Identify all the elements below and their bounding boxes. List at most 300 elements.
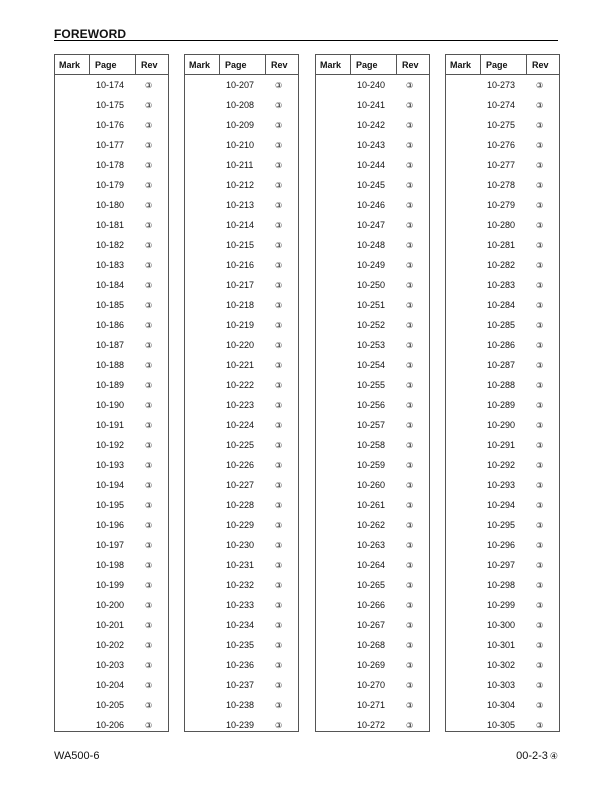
rev-cell: ③ xyxy=(406,460,414,470)
rev-cell: ③ xyxy=(536,420,544,430)
rev-cell: ③ xyxy=(145,100,153,110)
page-cell: 10-200 xyxy=(96,600,125,610)
table-row xyxy=(185,595,298,615)
page-cell: 10-191 xyxy=(96,420,125,430)
table-row xyxy=(316,575,429,595)
page-cell: 10-229 xyxy=(226,520,255,530)
table-row xyxy=(185,195,298,215)
rev-cell: ③ xyxy=(406,260,414,270)
rev-cell: ③ xyxy=(145,460,153,470)
rev-cell: ③ xyxy=(406,440,414,450)
rev-cell: ③ xyxy=(145,400,153,410)
rev-cell: ③ xyxy=(275,540,283,550)
page-cell: 10-206 xyxy=(96,720,125,730)
table-row xyxy=(446,95,559,115)
table-row xyxy=(316,435,429,455)
page-cell: 10-176 xyxy=(96,120,125,130)
page-cell: 10-230 xyxy=(226,540,255,550)
table-row xyxy=(55,95,168,115)
table-row xyxy=(55,455,168,475)
rev-cell: ③ xyxy=(275,320,283,330)
table-row xyxy=(55,715,168,735)
table-row xyxy=(55,295,168,315)
rev-cell: ③ xyxy=(275,260,283,270)
rev-cell: ③ xyxy=(406,400,414,410)
rev-cell: ③ xyxy=(145,700,153,710)
rev-cell: ③ xyxy=(406,100,414,110)
page-cell: 10-244 xyxy=(357,160,386,170)
table-header xyxy=(185,55,298,75)
table-row xyxy=(446,275,559,295)
table-row xyxy=(185,675,298,695)
rev-cell: ③ xyxy=(406,560,414,570)
page-cell: 10-198 xyxy=(96,560,125,570)
table-row xyxy=(446,675,559,695)
table-row xyxy=(316,255,429,275)
page-cell: 10-175 xyxy=(96,100,125,110)
table-row xyxy=(316,195,429,215)
rev-cell: ③ xyxy=(145,500,153,510)
rev-cell: ③ xyxy=(145,200,153,210)
rev-cell: ③ xyxy=(145,640,153,650)
rev-cell: ③ xyxy=(536,120,544,130)
table-row xyxy=(185,275,298,295)
table-row xyxy=(55,75,168,95)
page-cell: 10-236 xyxy=(226,660,255,670)
table-row xyxy=(446,515,559,535)
page-cell: 10-212 xyxy=(226,180,255,190)
table-row xyxy=(446,155,559,175)
table-row xyxy=(446,235,559,255)
table-row xyxy=(185,715,298,735)
table-row xyxy=(446,395,559,415)
table-row xyxy=(55,135,168,155)
rev-cell: ③ xyxy=(536,100,544,110)
page-cell: 10-238 xyxy=(226,700,255,710)
rev-cell: ③ xyxy=(406,140,414,150)
table-row xyxy=(446,335,559,355)
table-row xyxy=(316,335,429,355)
page-cell: 10-257 xyxy=(357,420,386,430)
table-row xyxy=(185,335,298,355)
table-row xyxy=(446,255,559,275)
rev-cell: ③ xyxy=(406,480,414,490)
table-row xyxy=(446,595,559,615)
page-cell: 10-195 xyxy=(96,500,125,510)
table-row xyxy=(446,715,559,735)
rev-cell: ③ xyxy=(536,480,544,490)
page-cell: 10-241 xyxy=(357,100,386,110)
table-row xyxy=(185,75,298,95)
mark-header: Mark xyxy=(185,55,220,74)
table-row xyxy=(55,435,168,455)
table-row xyxy=(316,675,429,695)
rev-cell: ③ xyxy=(145,340,153,350)
rev-cell: ③ xyxy=(275,160,283,170)
rev-cell: ③ xyxy=(406,160,414,170)
rev-cell: ③ xyxy=(536,300,544,310)
page-cell: 10-203 xyxy=(96,660,125,670)
rev-cell: ③ xyxy=(406,520,414,530)
table-row xyxy=(55,375,168,395)
page-cell: 10-250 xyxy=(357,280,386,290)
table-row xyxy=(446,655,559,675)
table-row xyxy=(185,415,298,435)
page-cell: 10-283 xyxy=(487,280,516,290)
table-row xyxy=(185,355,298,375)
rev-cell: ③ xyxy=(275,420,283,430)
rev-cell: ③ xyxy=(536,140,544,150)
table-row xyxy=(316,155,429,175)
rev-cell: ③ xyxy=(536,440,544,450)
page-cell: 10-246 xyxy=(357,200,386,210)
page-cell: 10-209 xyxy=(226,120,255,130)
rev-cell: ③ xyxy=(275,680,283,690)
table-row xyxy=(316,455,429,475)
rev-cell: ③ xyxy=(145,300,153,310)
footer-model: WA500-6 xyxy=(54,750,100,762)
table-row xyxy=(316,515,429,535)
rev-cell: ③ xyxy=(406,720,414,730)
table-row xyxy=(316,175,429,195)
page-cell: 10-233 xyxy=(226,600,255,610)
mark-header: Mark xyxy=(446,55,481,74)
rev-cell: ③ xyxy=(406,600,414,610)
table-row xyxy=(446,175,559,195)
table-row xyxy=(316,715,429,735)
page-cell: 10-217 xyxy=(226,280,255,290)
page-cell: 10-248 xyxy=(357,240,386,250)
table-row xyxy=(446,215,559,235)
table-row xyxy=(316,235,429,255)
table-row xyxy=(185,655,298,675)
table-row xyxy=(55,535,168,555)
table-row xyxy=(185,375,298,395)
rev-cell: ③ xyxy=(275,280,283,290)
table-row xyxy=(446,555,559,575)
rev-cell: ③ xyxy=(275,700,283,710)
rev-cell: ③ xyxy=(145,560,153,570)
page-cell: 10-297 xyxy=(487,560,516,570)
rev-cell: ③ xyxy=(406,200,414,210)
page-cell: 10-234 xyxy=(226,620,255,630)
page-cell: 10-262 xyxy=(357,520,386,530)
rev-cell: ③ xyxy=(275,100,283,110)
table-row xyxy=(446,475,559,495)
table-row xyxy=(316,295,429,315)
table-row xyxy=(446,115,559,135)
rev-cell: ③ xyxy=(406,80,414,90)
page-cell: 10-288 xyxy=(487,380,516,390)
page-cell: 10-220 xyxy=(226,340,255,350)
rev-cell: ③ xyxy=(275,300,283,310)
table-row xyxy=(55,195,168,215)
rev-cell: ③ xyxy=(275,140,283,150)
table-row xyxy=(316,75,429,95)
table-row xyxy=(316,215,429,235)
page-cell: 10-210 xyxy=(226,140,255,150)
page-cell: 10-174 xyxy=(96,80,125,90)
page-cell: 10-249 xyxy=(357,260,386,270)
page-cell: 10-188 xyxy=(96,360,125,370)
page-cell: 10-179 xyxy=(96,180,125,190)
table-row xyxy=(316,595,429,615)
rev-cell: ③ xyxy=(406,660,414,670)
page-cell: 10-284 xyxy=(487,300,516,310)
page-cell: 10-231 xyxy=(226,560,255,570)
table-row xyxy=(446,415,559,435)
mark-header: Mark xyxy=(55,55,90,74)
revision-table xyxy=(445,54,560,732)
page-cell: 10-267 xyxy=(357,620,386,630)
table-row xyxy=(185,575,298,595)
page-cell: 10-294 xyxy=(487,500,516,510)
rev-cell: ③ xyxy=(145,520,153,530)
page-cell: 10-295 xyxy=(487,520,516,530)
rev-cell: ③ xyxy=(275,340,283,350)
rev-cell: ③ xyxy=(406,240,414,250)
rev-cell: ③ xyxy=(145,160,153,170)
page-cell: 10-291 xyxy=(487,440,516,450)
page-cell: 10-273 xyxy=(487,80,516,90)
rev-cell: ③ xyxy=(536,520,544,530)
table-row xyxy=(55,395,168,415)
page-cell: 10-196 xyxy=(96,520,125,530)
table-row xyxy=(316,635,429,655)
page-cell: 10-303 xyxy=(487,680,516,690)
table-row xyxy=(446,535,559,555)
page-cell: 10-189 xyxy=(96,380,125,390)
rev-cell: ③ xyxy=(145,260,153,270)
table-row xyxy=(185,515,298,535)
table-row xyxy=(185,215,298,235)
rev-cell: ③ xyxy=(406,280,414,290)
page-cell: 10-304 xyxy=(487,700,516,710)
table-row xyxy=(55,495,168,515)
page-cell: 10-190 xyxy=(96,400,125,410)
table-row xyxy=(185,95,298,115)
page-cell: 10-199 xyxy=(96,580,125,590)
rev-cell: ③ xyxy=(406,680,414,690)
page-cell: 10-226 xyxy=(226,460,255,470)
rev-cell: ③ xyxy=(406,120,414,130)
table-row xyxy=(55,155,168,175)
page-cell: 10-290 xyxy=(487,420,516,430)
page-cell: 10-182 xyxy=(96,240,125,250)
page-cell: 10-207 xyxy=(226,80,255,90)
rev-cell: ③ xyxy=(406,380,414,390)
page-header: Page xyxy=(481,55,527,74)
rev-header: Rev xyxy=(532,59,549,70)
rev-cell: ③ xyxy=(406,700,414,710)
table-row xyxy=(185,235,298,255)
rev-cell: ③ xyxy=(145,600,153,610)
page-cell: 10-218 xyxy=(226,300,255,310)
page-cell: 10-245 xyxy=(357,180,386,190)
table-row xyxy=(185,535,298,555)
page-cell: 10-289 xyxy=(487,400,516,410)
revision-table xyxy=(184,54,299,732)
rev-cell: ③ xyxy=(406,320,414,330)
table-row xyxy=(316,135,429,155)
table-row xyxy=(55,175,168,195)
rev-cell: ③ xyxy=(145,360,153,370)
rev-cell: ③ xyxy=(145,440,153,450)
rev-cell: ③ xyxy=(536,720,544,730)
page-cell: 10-305 xyxy=(487,720,516,730)
page-cell: 10-224 xyxy=(226,420,255,430)
table-row xyxy=(316,355,429,375)
table-row xyxy=(185,495,298,515)
page-cell: 10-263 xyxy=(357,540,386,550)
page-cell: 10-276 xyxy=(487,140,516,150)
page-cell: 10-277 xyxy=(487,160,516,170)
rev-cell: ③ xyxy=(536,580,544,590)
page-cell: 10-223 xyxy=(226,400,255,410)
rev-cell: ③ xyxy=(536,380,544,390)
rev-cell: ③ xyxy=(275,720,283,730)
table-row xyxy=(185,115,298,135)
page-cell: 10-258 xyxy=(357,440,386,450)
table-row xyxy=(446,75,559,95)
table-row xyxy=(185,455,298,475)
rev-header: Rev xyxy=(271,59,288,70)
rev-cell: ③ xyxy=(406,300,414,310)
page-cell: 10-256 xyxy=(357,400,386,410)
page-cell: 10-300 xyxy=(487,620,516,630)
table-row xyxy=(316,275,429,295)
rev-cell: ③ xyxy=(406,580,414,590)
rev-cell: ③ xyxy=(275,580,283,590)
page-cell: 10-301 xyxy=(487,640,516,650)
table-row xyxy=(316,615,429,635)
page-cell: 10-187 xyxy=(96,340,125,350)
table-row xyxy=(446,355,559,375)
rev-cell: ③ xyxy=(275,80,283,90)
page-cell: 10-293 xyxy=(487,480,516,490)
rev-cell: ③ xyxy=(536,260,544,270)
rev-cell: ③ xyxy=(145,80,153,90)
revision-table xyxy=(315,54,430,732)
rev-cell: ③ xyxy=(275,560,283,570)
page-cell: 10-214 xyxy=(226,220,255,230)
page-cell: 10-222 xyxy=(226,380,255,390)
page-cell: 10-215 xyxy=(226,240,255,250)
rev-cell: ③ xyxy=(536,540,544,550)
page-cell: 10-271 xyxy=(357,700,386,710)
rev-cell: ③ xyxy=(536,600,544,610)
rev-cell: ③ xyxy=(275,640,283,650)
table-row xyxy=(55,415,168,435)
table-row xyxy=(316,395,429,415)
table-row xyxy=(446,575,559,595)
page-cell: 10-216 xyxy=(226,260,255,270)
table-row xyxy=(316,695,429,715)
page-cell: 10-292 xyxy=(487,460,516,470)
rev-cell: ③ xyxy=(275,480,283,490)
page-cell: 10-219 xyxy=(226,320,255,330)
table-row xyxy=(446,435,559,455)
rev-cell: ③ xyxy=(275,380,283,390)
page-cell: 10-278 xyxy=(487,180,516,190)
rev-cell: ③ xyxy=(275,660,283,670)
table-row xyxy=(55,555,168,575)
mark-header: Mark xyxy=(316,55,351,74)
table-row xyxy=(446,495,559,515)
page-cell: 10-285 xyxy=(487,320,516,330)
rev-cell: ③ xyxy=(275,200,283,210)
rev-cell: ③ xyxy=(145,580,153,590)
page-cell: 10-239 xyxy=(226,720,255,730)
page-cell: 10-260 xyxy=(357,480,386,490)
table-row xyxy=(316,475,429,495)
table-row xyxy=(55,695,168,715)
table-row xyxy=(55,315,168,335)
page-cell: 10-228 xyxy=(226,500,255,510)
page-cell: 10-274 xyxy=(487,100,516,110)
rev-cell: ③ xyxy=(145,540,153,550)
page-cell: 10-287 xyxy=(487,360,516,370)
page-header: Page xyxy=(220,55,266,74)
table-row xyxy=(316,495,429,515)
page-cell: 10-186 xyxy=(96,320,125,330)
rev-cell: ③ xyxy=(536,700,544,710)
page-cell: 10-286 xyxy=(487,340,516,350)
rev-cell: ③ xyxy=(536,360,544,370)
rev-cell: ③ xyxy=(275,520,283,530)
rev-cell: ③ xyxy=(275,600,283,610)
page-cell: 10-272 xyxy=(357,720,386,730)
page-cell: 10-269 xyxy=(357,660,386,670)
table-row xyxy=(316,315,429,335)
table-row xyxy=(316,555,429,575)
rev-cell: ③ xyxy=(275,120,283,130)
rev-cell: ③ xyxy=(406,360,414,370)
page-cell: 10-178 xyxy=(96,160,125,170)
page-cell: 10-184 xyxy=(96,280,125,290)
rev-cell: ③ xyxy=(536,200,544,210)
page-cell: 10-232 xyxy=(226,580,255,590)
title-divider xyxy=(54,40,558,41)
table-row xyxy=(446,135,559,155)
table-header xyxy=(316,55,429,75)
page-cell: 10-302 xyxy=(487,660,516,670)
rev-cell: ③ xyxy=(145,720,153,730)
table-row xyxy=(55,255,168,275)
rev-cell: ③ xyxy=(406,500,414,510)
page-cell: 10-237 xyxy=(226,680,255,690)
page-cell: 10-201 xyxy=(96,620,125,630)
table-row xyxy=(185,635,298,655)
page-cell: 10-299 xyxy=(487,600,516,610)
page-cell: 10-235 xyxy=(226,640,255,650)
rev-cell: ③ xyxy=(145,420,153,430)
rev-cell: ③ xyxy=(275,440,283,450)
footer-page-rev: ④ xyxy=(549,751,558,761)
rev-cell: ③ xyxy=(145,320,153,330)
table-row xyxy=(316,415,429,435)
rev-cell: ③ xyxy=(145,680,153,690)
page-cell: 10-204 xyxy=(96,680,125,690)
table-row xyxy=(55,115,168,135)
page-cell: 10-266 xyxy=(357,600,386,610)
rev-cell: ③ xyxy=(536,240,544,250)
footer-page xyxy=(516,750,558,762)
table-row xyxy=(316,535,429,555)
table-row xyxy=(446,295,559,315)
table-row xyxy=(55,615,168,635)
page-cell: 10-270 xyxy=(357,680,386,690)
